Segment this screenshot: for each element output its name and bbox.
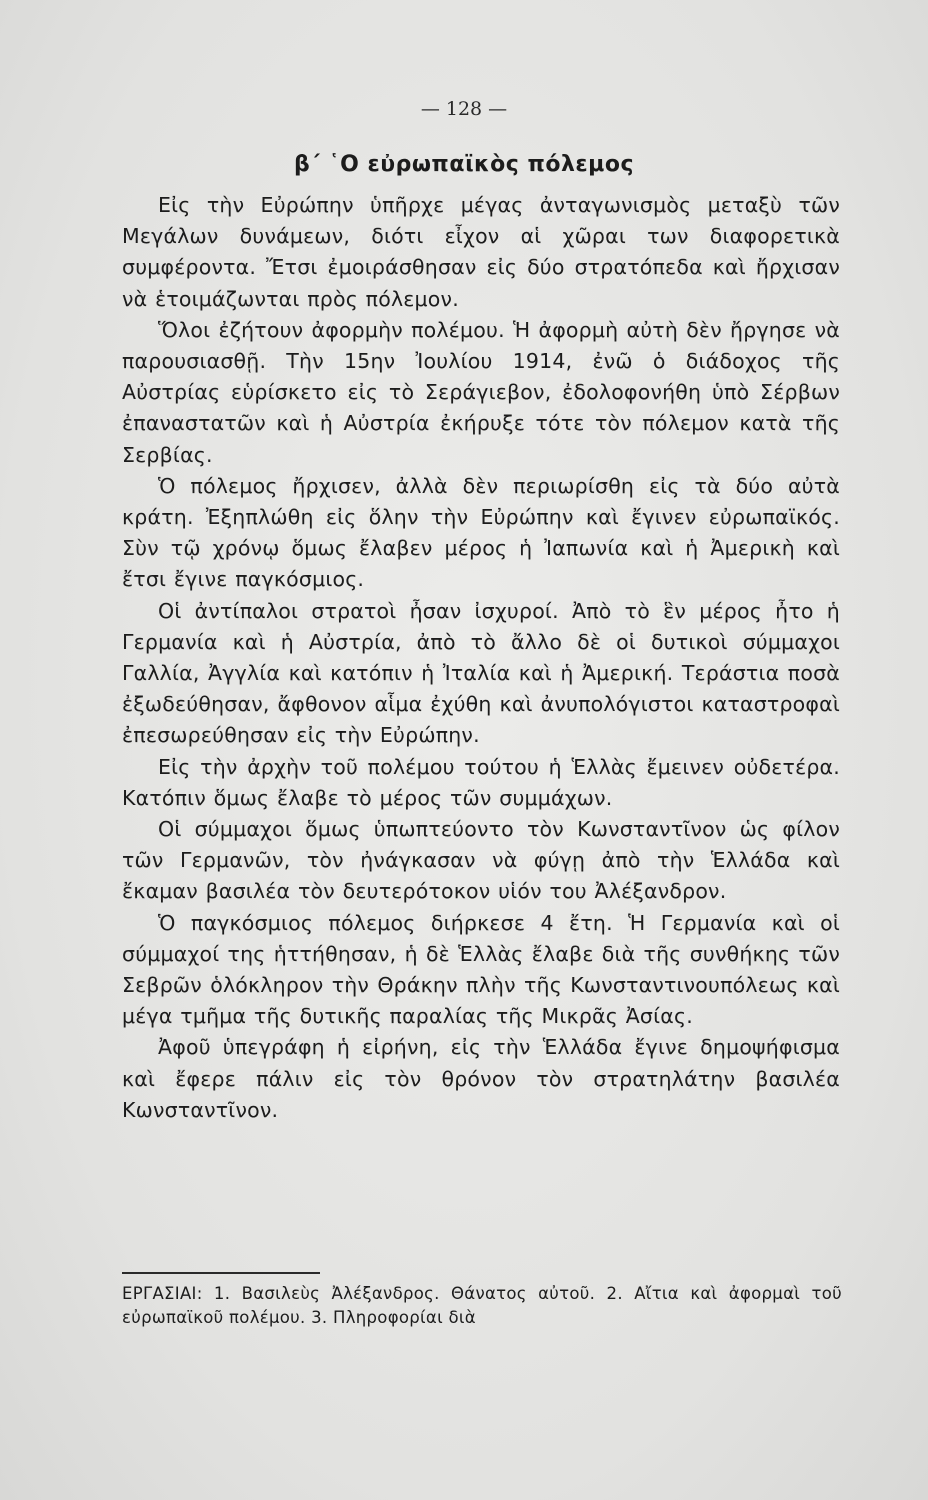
section-title: β΄ ῾Ο εὐρωπαϊκὸς πόλεμος (293, 152, 634, 177)
body-text (122, 190, 840, 1126)
paragraph: Οἱ ἀντίπαλοι στρατοὶ ἦσαν ἰσχυροί. Ἀπὸ τὸ ἓν μέρος ἦτο ἡ Γερμανία καὶ ἡ Αὐστρία, ἀπὸ τὸ ἄλλο δὲ οἱ δυτικοὶ σύμμαχοι Γαλλία, Ἀγγλία καὶ κατόπιν ἡ Ἰταλία καὶ ἡ Ἀμερική. Τεράστια ποσὰ ἐξωδεύθησαν, ἄφθονον αἷμα ἐχύθη καὶ ἀνυπολόγιστοι καταστροφαὶ ἐπεσωρεύθησαν εἰς τὴν Εὐρώπην. (122, 598, 840, 748)
paragraph: Εἰς τὴν ἀρχὴν τοῦ πολέμου τούτου ἡ Ἑλλὰς ἔμεινεν οὐδετέρα. Κατόπιν ὅμως ἔλαβε τὸ μέρος τῶν συμμάχων. (122, 754, 840, 810)
paragraph: Ὁ πόλεμος ἤρχισεν, ἀλλὰ δὲν περιωρίσθη εἰς τὰ δύο αὐτὰ κράτη. Ἐξηπλώθη εἰς ὅλην τὴν Εὐρώπην καὶ ἔγινεν εὐρωπαϊκός. Σὺν τῷ χρόνῳ ὅμως ἔλαβεν μέρος ἡ Ἰαπωνία καὶ ἡ Ἀμερικὴ καὶ ἔτσι ἔγινε παγκόσμιος. (122, 473, 840, 592)
footnote-divider (122, 1272, 320, 1274)
paragraph: Οἱ σύμμαχοι ὅμως ὑπωπτεύοντο τὸν Κωνσταντῖνον ὡς φίλον τῶν Γερμανῶν, τὸν ἠνάγκασαν νὰ φύγῃ ἀπὸ τὴν Ἑλλάδα καὶ ἔκαμαν βασιλέα τὸν δευτερότοκον υἱόν του Ἀλέξανδρον. (122, 817, 840, 904)
footnote: ΕΡΓΑΣΙΑΙ: 1. Βασιλεὺς Ἀλέξανδρος. Θάνατος αὐτοῦ. 2. Αἴτια καὶ ἀφορμαὶ τοῦ εὐρωπαϊκοῦ πολέμου. 3. Πληροφορίαι διὰ (122, 1284, 842, 1327)
paragraph: Εἰς τὴν Εὐρώπην ὑπῆρχε μέγας ἀνταγωνισμὸς μεταξὺ τῶν Μεγάλων δυνάμεων, διότι εἶχον αἱ χῶραι των διαφορετικὰ συμφέροντα. Ἔτσι ἐμοιράσθησαν εἰς δύο στρατόπεδα καὶ ἤρχισαν νὰ ἑτοιμάζωνται πρὸς πόλεμον. (122, 193, 840, 311)
paragraph: Ὁ παγκόσμιος πόλεμος διήρκεσε 4 ἔτη. Ἡ Γερμανία καὶ οἱ σύμμαχοί της ἡττήθησαν, ἡ δὲ Ἑλλὰς ἔλαβε διὰ τῆς συνθήκης τῶν Σεβρῶν ὁλόκληρον τὴν Θράκην πλὴν τῆς Κωνσταντινουπόλεως καὶ μέγα τμῆμα τῆς δυτικῆς παραλίας τῆς Μικρᾶς Ἀσίας. (122, 910, 840, 1029)
page-number: — 128 — (420, 98, 508, 120)
paragraph: Ἀφοῦ ὑπεγράφη ἡ εἰρήνη, εἰς τὴν Ἑλλάδα ἔγινε δημοψήφισμα καὶ ἔφερε πάλιν εἰς τὸν θρόνον τὸν στρατηλάτην βασιλέα Κωνσταντῖνον. (122, 1035, 840, 1122)
paragraph: Ὅλοι ἐζήτουν ἀφορμὴν πολέμου. Ἡ ἀφορμὴ αὐτὴ δὲν ἤργησε νὰ παρουσιασθῇ. Τὴν 15ην Ἰουλίου 1914, ἐνῶ ὁ διάδοχος τῆς Αὐστρίας εὑρίσκετο εἰς τὸ Σεράγιεβον, ἐδολοφονήθη ὑπὸ Σέρβων ἐπαναστατῶν καὶ ἡ Αὐστρία ἐκήρυξε τότε τὸν πόλεμον κατὰ τῆς Σερβίας. (122, 317, 840, 467)
